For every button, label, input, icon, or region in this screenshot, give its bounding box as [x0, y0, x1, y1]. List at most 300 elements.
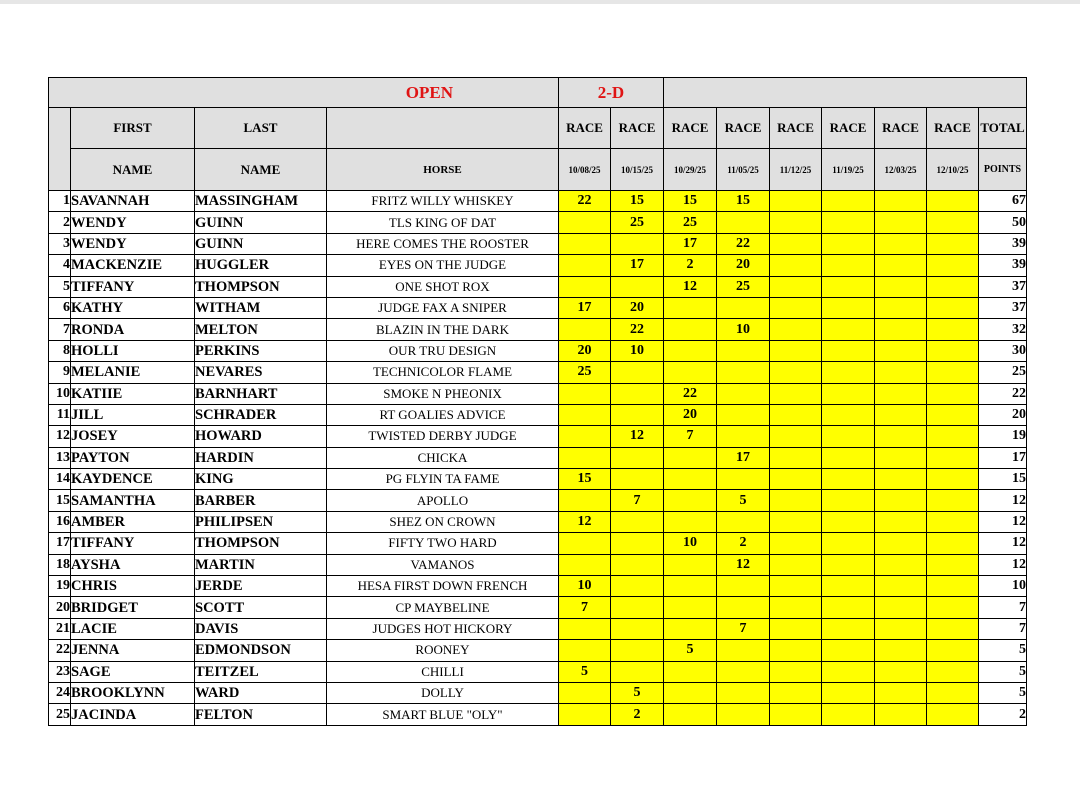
last-name-cell: MELTON: [195, 319, 327, 340]
race-points-cell: [770, 212, 822, 233]
race-date: 10/08/25: [559, 149, 611, 191]
race-points-cell: 5: [664, 640, 717, 661]
table-row: [49, 297, 1027, 318]
race-points-cell: [664, 469, 717, 490]
rank-cell: 3: [49, 233, 71, 254]
last-name-cell: PERKINS: [195, 340, 327, 361]
horse-cell: FRITZ WILLY WHISKEY: [327, 191, 559, 212]
race-points-cell: [875, 319, 927, 340]
race-points-cell: [770, 511, 822, 532]
total-points-cell: 5: [979, 640, 1027, 661]
last-name-cell: BARNHART: [195, 383, 327, 404]
rank-cell: 5: [49, 276, 71, 297]
horse-header: HORSE: [327, 149, 559, 191]
race-points-cell: [770, 297, 822, 318]
race-points-cell: [717, 404, 770, 425]
last-name-cell: GUINN: [195, 212, 327, 233]
race-points-cell: [822, 191, 875, 212]
horse-cell: HERE COMES THE ROOSTER: [327, 233, 559, 254]
race-points-cell: [927, 704, 979, 725]
total-points-cell: 30: [979, 340, 1027, 361]
division-label: 2-D: [559, 78, 664, 108]
race-points-cell: 12: [717, 554, 770, 575]
race-points-cell: [822, 554, 875, 575]
race-header: RACE: [717, 108, 770, 149]
first-name-cell: JACINDA: [71, 704, 195, 725]
total-points-cell: 19: [979, 426, 1027, 447]
race-points-cell: [875, 576, 927, 597]
race-points-cell: [822, 233, 875, 254]
race-points-cell: [770, 383, 822, 404]
race-points-cell: [875, 661, 927, 682]
race-points-cell: 7: [717, 618, 770, 639]
last-name-cell: WARD: [195, 682, 327, 703]
horse-cell: ONE SHOT ROX: [327, 276, 559, 297]
horse-cell: DOLLY: [327, 682, 559, 703]
race-points-cell: 7: [559, 597, 611, 618]
race-points-cell: [717, 212, 770, 233]
race-points-cell: [875, 682, 927, 703]
horse-cell: APOLLO: [327, 490, 559, 511]
horse-cell: SHEZ ON CROWN: [327, 511, 559, 532]
race-points-cell: [717, 469, 770, 490]
race-points-cell: [875, 383, 927, 404]
race-points-cell: [875, 511, 927, 532]
race-points-cell: [717, 682, 770, 703]
rank-cell: 16: [49, 511, 71, 532]
race-points-cell: [875, 597, 927, 618]
race-points-cell: [664, 340, 717, 361]
table-row: [49, 597, 1027, 618]
standings-body: [49, 191, 1027, 726]
race-points-cell: [611, 233, 664, 254]
horse-cell: PG FLYIN TA FAME: [327, 469, 559, 490]
race-points-cell: [875, 704, 927, 725]
total-points-cell: 25: [979, 362, 1027, 383]
race-points-cell: [717, 640, 770, 661]
total-points-cell: 12: [979, 511, 1027, 532]
race-points-cell: 12: [559, 511, 611, 532]
race-points-cell: [559, 426, 611, 447]
horse-cell: CHILLI: [327, 661, 559, 682]
race-points-cell: [559, 682, 611, 703]
rank-cell: 8: [49, 340, 71, 361]
race-points-cell: [822, 255, 875, 276]
race-points-cell: [559, 554, 611, 575]
first-name-header: NAME: [71, 149, 195, 191]
race-date: 10/29/25: [664, 149, 717, 191]
race-header: RACE: [770, 108, 822, 149]
rank-cell: 21: [49, 618, 71, 639]
first-name-cell: AYSHA: [71, 554, 195, 575]
last-name-cell: HOWARD: [195, 426, 327, 447]
race-points-cell: [875, 554, 927, 575]
race-date: 10/15/25: [611, 149, 664, 191]
total-header: TOTAL: [979, 108, 1027, 149]
header-row-top: [49, 108, 1027, 149]
race-date: 11/19/25: [822, 149, 875, 191]
race-points-cell: [770, 404, 822, 425]
race-points-cell: [822, 511, 875, 532]
race-points-cell: [611, 661, 664, 682]
race-points-cell: [664, 490, 717, 511]
first-name-cell: KATIIE: [71, 383, 195, 404]
total-points-cell: 7: [979, 597, 1027, 618]
race-points-cell: [559, 383, 611, 404]
horse-cell: HESA FIRST DOWN FRENCH: [327, 576, 559, 597]
table-row: [49, 383, 1027, 404]
total-points-cell: 2: [979, 704, 1027, 725]
race-header: RACE: [664, 108, 717, 149]
total-points-cell: 10: [979, 576, 1027, 597]
first-name-cell: SAMANTHA: [71, 490, 195, 511]
race-points-cell: [875, 618, 927, 639]
race-points-cell: [611, 576, 664, 597]
race-points-cell: [770, 362, 822, 383]
first-name-cell: HOLLI: [71, 340, 195, 361]
rank-cell: 11: [49, 404, 71, 425]
total-points-cell: 39: [979, 233, 1027, 254]
race-points-cell: [822, 490, 875, 511]
last-name-cell: MARTIN: [195, 554, 327, 575]
race-points-cell: [875, 640, 927, 661]
race-points-cell: [559, 640, 611, 661]
last-name-cell: WITHAM: [195, 297, 327, 318]
race-points-cell: [559, 276, 611, 297]
race-points-cell: [664, 597, 717, 618]
total-points-cell: 20: [979, 404, 1027, 425]
race-points-cell: [770, 276, 822, 297]
race-points-cell: [611, 362, 664, 383]
rank-cell: 7: [49, 319, 71, 340]
last-name-cell: GUINN: [195, 233, 327, 254]
last-name-cell: KING: [195, 469, 327, 490]
race-points-cell: [611, 276, 664, 297]
race-points-cell: [664, 362, 717, 383]
race-points-cell: [875, 233, 927, 254]
race-points-cell: 20: [717, 255, 770, 276]
race-points-cell: [927, 276, 979, 297]
race-header: RACE: [927, 108, 979, 149]
race-points-cell: [770, 255, 822, 276]
race-points-cell: [559, 319, 611, 340]
race-points-cell: [822, 340, 875, 361]
race-points-cell: [875, 297, 927, 318]
title-row: [49, 78, 1027, 108]
horse-cell: JUDGE FAX A SNIPER: [327, 297, 559, 318]
race-points-cell: [611, 447, 664, 468]
table-row: [49, 212, 1027, 233]
table-row: [49, 191, 1027, 212]
first-name-cell: MACKENZIE: [71, 255, 195, 276]
race-points-cell: [559, 618, 611, 639]
first-name-cell: TIFFANY: [71, 276, 195, 297]
race-points-cell: [770, 597, 822, 618]
first-name-cell: KAYDENCE: [71, 469, 195, 490]
race-points-cell: [664, 554, 717, 575]
race-points-cell: [717, 426, 770, 447]
points-header: POINTS: [979, 149, 1027, 191]
race-points-cell: [770, 340, 822, 361]
race-points-cell: [822, 276, 875, 297]
race-points-cell: [822, 640, 875, 661]
rank-cell: 22: [49, 640, 71, 661]
race-points-cell: [717, 340, 770, 361]
table-row: [49, 618, 1027, 639]
race-points-cell: 22: [611, 319, 664, 340]
race-points-cell: [717, 661, 770, 682]
rank-cell: 23: [49, 661, 71, 682]
race-points-cell: [770, 576, 822, 597]
first-name-cell: KATHY: [71, 297, 195, 318]
race-points-cell: [927, 297, 979, 318]
race-points-cell: [875, 276, 927, 297]
table-row: [49, 661, 1027, 682]
race-points-cell: [822, 404, 875, 425]
race-points-cell: [927, 661, 979, 682]
race-points-cell: [927, 597, 979, 618]
race-points-cell: 20: [559, 340, 611, 361]
total-points-cell: 5: [979, 682, 1027, 703]
last-name-cell: DAVIS: [195, 618, 327, 639]
rank-cell: 14: [49, 469, 71, 490]
race-points-cell: 5: [559, 661, 611, 682]
race-points-cell: [927, 255, 979, 276]
race-points-cell: [875, 340, 927, 361]
horse-cell: RT GOALIES ADVICE: [327, 404, 559, 425]
race-points-cell: [927, 490, 979, 511]
race-points-cell: [770, 704, 822, 725]
race-points-cell: 15: [717, 191, 770, 212]
race-points-cell: [611, 554, 664, 575]
table-row: [49, 511, 1027, 532]
header-row-bottom: [49, 149, 1027, 191]
race-points-cell: [822, 426, 875, 447]
race-points-cell: [559, 533, 611, 554]
first-name-cell: SAGE: [71, 661, 195, 682]
race-points-cell: [770, 233, 822, 254]
first-name-cell: MELANIE: [71, 362, 195, 383]
race-points-cell: [875, 533, 927, 554]
race-points-cell: [664, 511, 717, 532]
table-row: [49, 640, 1027, 661]
race-points-cell: [770, 640, 822, 661]
race-points-cell: 7: [664, 426, 717, 447]
race-points-cell: [822, 533, 875, 554]
race-points-cell: [927, 640, 979, 661]
first-name-cell: JOSEY: [71, 426, 195, 447]
last-name-cell: NEVARES: [195, 362, 327, 383]
last-name-cell: EDMONDSON: [195, 640, 327, 661]
rank-cell: 15: [49, 490, 71, 511]
standings-table: [48, 77, 1027, 726]
race-points-cell: [770, 618, 822, 639]
horse-cell: EYES ON THE JUDGE: [327, 255, 559, 276]
first-name-cell: JENNA: [71, 640, 195, 661]
race-points-cell: 15: [559, 469, 611, 490]
table-row: [49, 554, 1027, 575]
race-points-cell: 12: [611, 426, 664, 447]
first-name-cell: BROOKLYNN: [71, 682, 195, 703]
race-points-cell: [927, 554, 979, 575]
total-points-cell: 12: [979, 533, 1027, 554]
rank-cell: 18: [49, 554, 71, 575]
race-points-cell: [822, 618, 875, 639]
race-points-cell: [822, 212, 875, 233]
horse-cell: CHICKA: [327, 447, 559, 468]
last-header: LAST: [195, 108, 327, 149]
total-points-cell: 32: [979, 319, 1027, 340]
last-name-cell: THOMPSON: [195, 276, 327, 297]
race-date: 12/10/25: [927, 149, 979, 191]
rank-cell: 19: [49, 576, 71, 597]
race-points-cell: [559, 447, 611, 468]
race-header: RACE: [875, 108, 927, 149]
race-points-cell: [822, 682, 875, 703]
first-name-cell: WENDY: [71, 212, 195, 233]
race-date: 11/05/25: [717, 149, 770, 191]
rank-cell: 20: [49, 597, 71, 618]
race-points-cell: [770, 533, 822, 554]
race-points-cell: [717, 597, 770, 618]
page-title: OPEN: [49, 78, 559, 108]
race-points-cell: 12: [664, 276, 717, 297]
first-header: FIRST: [71, 108, 195, 149]
horse-cell: TLS KING OF DAT: [327, 212, 559, 233]
race-points-cell: 2: [611, 704, 664, 725]
horse-cell: SMOKE N PHEONIX: [327, 383, 559, 404]
horse-cell: CP MAYBELINE: [327, 597, 559, 618]
horse-cell: SMART BLUE "OLY": [327, 704, 559, 725]
race-points-cell: [875, 212, 927, 233]
race-points-cell: [611, 383, 664, 404]
race-points-cell: [611, 469, 664, 490]
rank-cell: 12: [49, 426, 71, 447]
race-points-cell: 2: [664, 255, 717, 276]
race-points-cell: 10: [717, 319, 770, 340]
horse-cell: BLAZIN IN THE DARK: [327, 319, 559, 340]
last-name-cell: THOMPSON: [195, 533, 327, 554]
race-points-cell: 17: [611, 255, 664, 276]
race-points-cell: [664, 576, 717, 597]
race-points-cell: [611, 511, 664, 532]
race-points-cell: [717, 362, 770, 383]
race-points-cell: 2: [717, 533, 770, 554]
last-name-cell: HARDIN: [195, 447, 327, 468]
race-points-cell: [664, 661, 717, 682]
table-row: [49, 340, 1027, 361]
race-points-cell: [717, 383, 770, 404]
race-points-cell: [559, 490, 611, 511]
horse-cell: ROONEY: [327, 640, 559, 661]
race-points-cell: [927, 383, 979, 404]
race-points-cell: [559, 233, 611, 254]
race-points-cell: [559, 404, 611, 425]
total-points-cell: 67: [979, 191, 1027, 212]
rank-cell: 1: [49, 191, 71, 212]
race-points-cell: [770, 319, 822, 340]
rank-cell: 10: [49, 383, 71, 404]
race-points-cell: 25: [717, 276, 770, 297]
race-points-cell: [927, 426, 979, 447]
race-points-cell: [664, 297, 717, 318]
race-points-cell: 25: [559, 362, 611, 383]
race-points-cell: 15: [664, 191, 717, 212]
last-name-cell: HUGGLER: [195, 255, 327, 276]
race-points-cell: [822, 704, 875, 725]
race-points-cell: 25: [611, 212, 664, 233]
total-points-cell: 37: [979, 276, 1027, 297]
table-row: [49, 404, 1027, 425]
race-points-cell: [770, 426, 822, 447]
race-points-cell: [717, 576, 770, 597]
race-points-cell: [664, 319, 717, 340]
race-points-cell: [822, 447, 875, 468]
race-points-cell: [875, 426, 927, 447]
table-row: [49, 682, 1027, 703]
race-points-cell: [927, 618, 979, 639]
race-points-cell: [770, 682, 822, 703]
race-points-cell: 10: [559, 576, 611, 597]
rank-cell: 4: [49, 255, 71, 276]
race-points-cell: [770, 191, 822, 212]
race-points-cell: [717, 704, 770, 725]
race-points-cell: [927, 340, 979, 361]
race-points-cell: [822, 576, 875, 597]
race-points-cell: [559, 704, 611, 725]
rank-cell: 9: [49, 362, 71, 383]
race-points-cell: [559, 212, 611, 233]
total-points-cell: 37: [979, 297, 1027, 318]
race-points-cell: [927, 404, 979, 425]
race-points-cell: [611, 618, 664, 639]
race-points-cell: 10: [664, 533, 717, 554]
horse-cell: TWISTED DERBY JUDGE: [327, 426, 559, 447]
last-name-cell: MASSINGHAM: [195, 191, 327, 212]
first-name-cell: RONDA: [71, 319, 195, 340]
race-points-cell: [611, 404, 664, 425]
race-points-cell: 22: [559, 191, 611, 212]
first-name-cell: PAYTON: [71, 447, 195, 468]
race-points-cell: [664, 704, 717, 725]
race-points-cell: 22: [664, 383, 717, 404]
last-name-cell: SCOTT: [195, 597, 327, 618]
table-row: [49, 533, 1027, 554]
total-points-cell: 5: [979, 661, 1027, 682]
rank-cell: 25: [49, 704, 71, 725]
race-points-cell: [822, 597, 875, 618]
last-name-cell: SCHRADER: [195, 404, 327, 425]
race-date: 11/12/25: [770, 149, 822, 191]
race-points-cell: [822, 469, 875, 490]
race-points-cell: [875, 404, 927, 425]
race-points-cell: [611, 533, 664, 554]
first-name-cell: CHRIS: [71, 576, 195, 597]
rank-cell: 6: [49, 297, 71, 318]
race-points-cell: [927, 362, 979, 383]
race-points-cell: [664, 447, 717, 468]
race-points-cell: 17: [559, 297, 611, 318]
race-points-cell: 10: [611, 340, 664, 361]
last-name-cell: PHILIPSEN: [195, 511, 327, 532]
race-points-cell: [927, 511, 979, 532]
race-points-cell: 20: [664, 404, 717, 425]
race-points-cell: [875, 362, 927, 383]
race-points-cell: [822, 319, 875, 340]
race-points-cell: 17: [664, 233, 717, 254]
race-points-cell: 22: [717, 233, 770, 254]
race-points-cell: [822, 362, 875, 383]
